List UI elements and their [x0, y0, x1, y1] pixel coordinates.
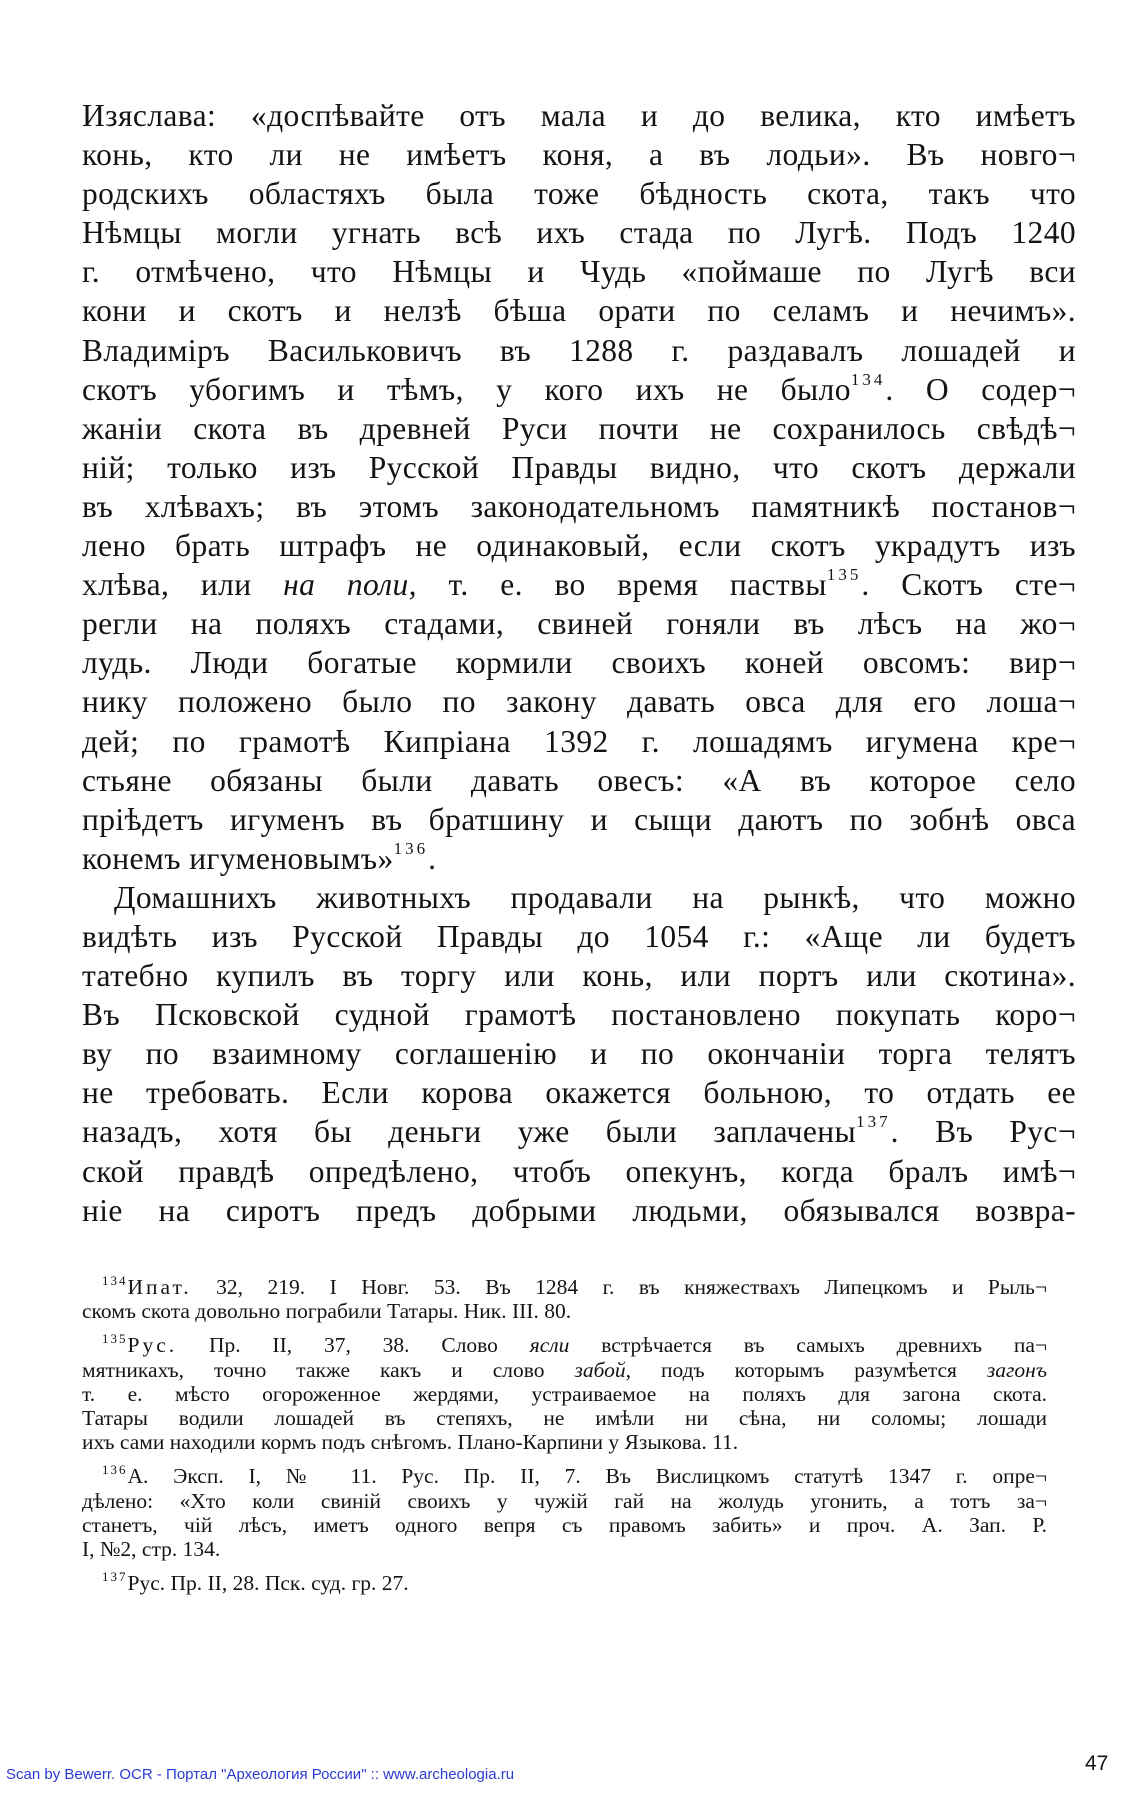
text-line: татебно купилъ въ торгу или конь, или портъ или скотина». [82, 958, 1076, 994]
footnote-line: Татары водили лошадей въ степяхъ, не имѣли ни сѣна, ни соломы; лошади [82, 1405, 1047, 1430]
footnote-ref-135: 135 [826, 565, 862, 585]
footnote-number: 135 [102, 1331, 128, 1347]
text-line: не требовать. Если корова окажется больною, то отдать ее [82, 1075, 1076, 1111]
footnote-text: А. Эксп. I, № 11. Рус. Пр. II, 7. Въ Вислицкомъ статутѣ 1347 г. опре¬ [127, 1464, 1047, 1489]
text-line: ву по взаимному соглашенію и по окончаніи торга телятъ [82, 1036, 1076, 1072]
text-line: лудь. Люди богатые кормили своихъ коней овсомъ: вир¬ [82, 645, 1076, 681]
footnote-text: Пр. II, 37, 38. Слово [208, 1333, 498, 1358]
footnote-text: 32, 219. I Новг. 53. Въ 1284 г. въ княжествахъ Липецкомъ и Рыль¬ [216, 1275, 1047, 1299]
footnote-text: мятникахъ, точно также какъ и слово [82, 1357, 545, 1382]
text-line [82, 565, 1076, 604]
footnote-ref-134: 134 [850, 369, 886, 389]
text-line: Изяслава: «доспѣвайте отъ мала и до велика, кто имѣетъ [82, 98, 1076, 133]
text-segment: . [428, 840, 437, 876]
text-line [82, 839, 1076, 878]
text-line: ній; только изъ Русской Правды видно, что скотъ держали [82, 449, 1076, 485]
footnote-number: 134 [102, 1273, 128, 1288]
text-line: Владиміръ Васильковичъ въ 1288 г. раздавалъ лошадей и [82, 332, 1076, 368]
text-line: регли на поляхъ стадами, свиней гоняли въ лѣсъ на жо¬ [82, 606, 1076, 642]
page-number: 47 [1085, 1752, 1109, 1775]
text-segment: хлѣва, или [82, 567, 252, 603]
text-line: нику положено было по закону давать овса для его лоша¬ [82, 684, 1076, 720]
text-line: конь, кто ли не имѣетъ коня, а въ лодьи». Въ новго¬ [82, 137, 1076, 173]
italic-term: на поли, [283, 567, 417, 603]
text-line: лено брать штрафъ не одинаковый, если скотъ украдутъ изъ [82, 528, 1076, 564]
footnote-text: подъ которымъ разумѣется [660, 1357, 957, 1382]
text-line: дей; по грамотѣ Кипріана 1392 г. лошадямъ игумена кре¬ [82, 723, 1076, 759]
italic-term: ясли [529, 1333, 570, 1358]
text-segment: . Въ Рус¬ [890, 1114, 1076, 1150]
text-line [82, 370, 1076, 409]
footnote-line: ихъ сами находили кормъ подъ снѣгомъ. Плано-Карпини у Языкова. 11. [82, 1430, 739, 1455]
footnote-line: скомъ скота довольно пограбили Татары. Ник. III. 80. [82, 1299, 572, 1324]
scan-credit-link[interactable]: Scan by Bewerr. OCR - Портал "Археология России" :: www.archeologia.ru [6, 1766, 515, 1783]
text-line: жаніи скота въ древней Руси почти не сохранилось свѣдѣ¬ [82, 410, 1076, 446]
text-line: г. отмѣчено, что Нѣмцы и Чудь «поймаше по Лугѣ вси [82, 254, 1076, 290]
text-line: Въ Псковской судной грамотѣ постановлено покупать коро¬ [82, 997, 1076, 1033]
italic-term: загонъ [986, 1357, 1047, 1382]
main-text [82, 96, 1076, 1230]
paragraph-start-line: Домашнихъ животныхъ продавали на рынкѣ, что можно [114, 879, 1076, 915]
footnote-line: т. е. мѣсто огороженное жердями, устраиваемое на поляхъ для загона скота. [82, 1381, 1047, 1406]
footnote-ref-137: 137 [856, 1112, 891, 1132]
text-line [82, 1112, 1076, 1151]
footnote-134 [82, 1275, 1047, 1299]
text-line: видѣть изъ Русской Правды до 1054 г.: «Аще ли будетъ [82, 918, 1076, 954]
footnote-136 [82, 1464, 1047, 1488]
footnote-source: Ипат. [127, 1275, 192, 1299]
footnote-number: 137 [102, 1569, 128, 1585]
text-segment: . О содер¬ [885, 371, 1076, 407]
footnote-line: I, №2, стр. 134. [82, 1536, 221, 1561]
footnote-line: станетъ, чій лѣсъ, иметъ одного вепря съ правомъ забить» и проч. А. Зап. Р. [82, 1512, 1047, 1537]
footnote-text: Рус. Пр. II, 28. Пск. суд. гр. 27. [127, 1571, 409, 1596]
text-line: Нѣмцы могли угнать всѣ ихъ стада по Лугѣ. Подъ 1240 [82, 215, 1076, 251]
text-line: кони и скотъ и нелзѣ бѣша орати по селамъ и нечимъ». [82, 293, 1076, 329]
footnote-line: дѣлено: «Хто коли свиній своихъ у чужій гай на жолудь угонить, а тотъ за¬ [82, 1488, 1047, 1513]
text-line: ской правдѣ опредѣлено, чтобъ опекунъ, когда бралъ имѣ¬ [82, 1153, 1076, 1189]
footnote-137 [82, 1571, 1047, 1595]
text-line: ніе на сиротъ предъ добрыми людьми, обязывался возвра- [82, 1192, 1076, 1228]
footnote-source: Рус. [127, 1333, 178, 1358]
text-segment: скотъ убогимъ и тѣмъ, у кого ихъ не было [82, 371, 851, 407]
footnote-ref-136: 136 [393, 838, 429, 858]
italic-term: забой, [574, 1357, 631, 1382]
footnote-text: встрѣчается въ самыхъ древнихъ па¬ [601, 1333, 1048, 1358]
text-segment: назадъ, хотя бы деньги уже были заплачены [82, 1114, 857, 1150]
text-segment: конемъ игуменовымъ» [82, 840, 394, 876]
text-line: стьяне обязаны были давать овесъ: «А въ которое село [82, 762, 1076, 798]
text-segment: т. е. во время паствы [448, 567, 827, 603]
footnote-number: 136 [102, 1462, 128, 1478]
text-line: пріѣдетъ игуменъ въ братшину и сыщи даютъ по зобнѣ овса [82, 801, 1076, 837]
text-line: родскихъ областяхъ была тоже бѣдность скота, такъ что [82, 176, 1076, 212]
text-line: въ хлѣвахъ; въ этомъ законодательномъ памятникѣ постанов¬ [82, 488, 1076, 524]
footnote-line [82, 1358, 1047, 1382]
footnote-135 [82, 1333, 1047, 1357]
footnotes [82, 1275, 1047, 1595]
text-segment: . Скотъ сте¬ [861, 567, 1077, 603]
